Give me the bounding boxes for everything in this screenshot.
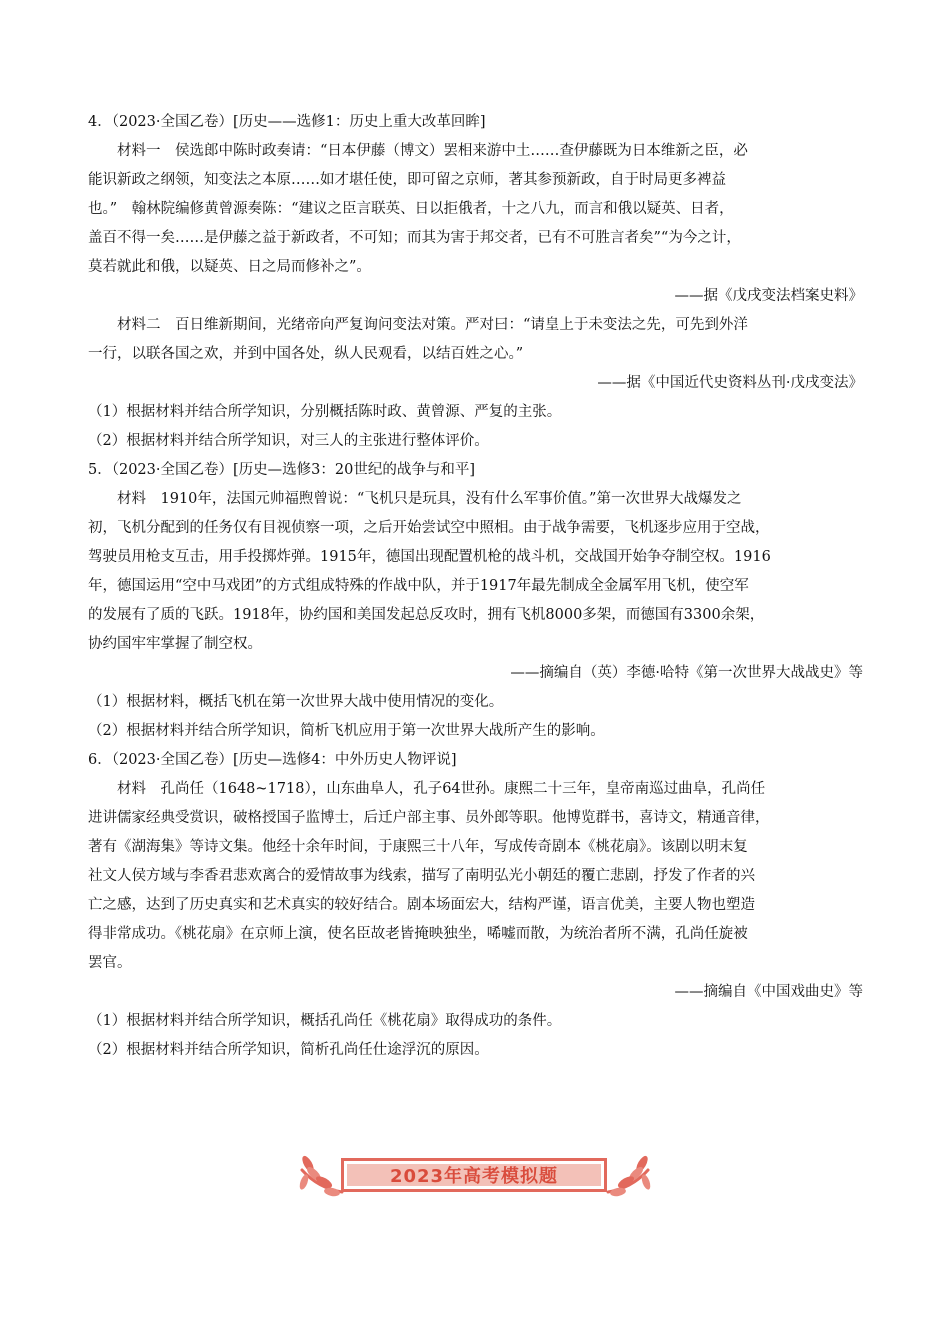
section-banner — [296, 1152, 654, 1200]
q6-material-line: 得非常成功。《桃花扇》在京师上演，使名臣故老皆掩映独坐，唏嘘而散，为统治者所不满，孔尚任旋被 — [88, 926, 748, 942]
q6-material-line: 社文人侯方域与李香君悲欢离合的爱情故事为线索，描写了南明弘光小朝廷的覆亡悲剧，抒发了作者的兴 — [88, 868, 755, 884]
q5-subquestion-2: （2）根据材料并结合所学知识，简析飞机应用于第一次世界大战所产生的影响。 — [88, 723, 605, 739]
q4-material1-line: 材料一 侯选郎中陈时政奏请：“日本伊藤（博文）罢相来游中土……查伊藤既为日本维新之臣，必 — [117, 143, 748, 159]
q4-material2-line: 一行，以联各国之欢，并到中国各处，纵人民观看，以结百姓之心。” — [88, 346, 524, 362]
q4-material1-line: 也。” 翰林院编修黄曾源奏陈：“建议之臣言联英、日以拒俄者，十之八九，而言和俄以疑英、日者， — [88, 201, 734, 217]
q5-material-line: 的发展有了质的飞跃。1918年，协约国和美国发起总反攻时，拥有飞机8000多架，而德国有3300余架， — [88, 607, 765, 623]
q5-material-line: 初，飞机分配到的任务仅有目视侦察一项，之后开始尝试空中照相。由于战争需要，飞机逐步应用于空战， — [88, 520, 770, 536]
q4-material1-source: ——据《戊戌变法档案史料》 — [674, 288, 863, 304]
right-laurel-icon — [604, 1152, 654, 1200]
q5-header: 5．（2023·全国乙卷）[历史—选修3：20世纪的战争与和平] — [88, 462, 475, 478]
q5-subquestion-1: （1）根据材料，概括飞机在第一次世界大战中使用情况的变化。 — [88, 694, 504, 710]
banner-frame — [341, 1158, 607, 1192]
left-laurel-icon — [296, 1152, 346, 1200]
q4-material1-line: 能识新政之纲领，知变法之本原……如才堪任使，即可留之京师，著其参预新政，自于时局更多裨益 — [88, 172, 726, 188]
q4-material1-line: 盖百不得一矣……是伊藤之益于新政者，不可知；而其为害于邦交者，已有不可胜言者矣”“为今之计， — [88, 230, 741, 246]
q5-source: ——摘编自（英）李德·哈特《第一次世界大战战史》等 — [510, 665, 863, 681]
q5-material-line: 协约国牢牢掌握了制空权。 — [88, 636, 262, 652]
q6-subquestion-2: （2）根据材料并结合所学知识，简析孔尚任仕途浮沉的原因。 — [88, 1042, 489, 1058]
q6-material-line: 进讲儒家经典受赏识，破格授国子监博士，后迁户部主事、员外郎等职。他博览群书，喜诗文，精通音律， — [88, 810, 770, 826]
q6-source: ——摘编自《中国戏曲史》等 — [674, 984, 863, 1000]
q4-header: 4．（2023·全国乙卷）[历史——选修1：历史上重大改革回眸] — [88, 114, 486, 130]
q5-material-line: 驾驶员用枪支互击，用手投掷炸弹。1915年，德国出现配置机枪的战斗机，交战国开始争夺制空权。1916 — [88, 549, 771, 565]
document-body — [88, 108, 863, 1065]
banner-title: 2023年高考模拟题 — [389, 1166, 559, 1187]
q4-material2-source: ——据《中国近代史资料丛刊·戊戌变法》 — [597, 375, 863, 391]
q4-material2-line: 材料二 百日维新期间，光绪帝向严复询问变法对策。严对曰：“请皇上于未变法之先，可先到外洋 — [117, 317, 748, 333]
q4-subquestion-2: （2）根据材料并结合所学知识，对三人的主张进行整体评价。 — [88, 433, 489, 449]
q6-header: 6．（2023·全国乙卷）[历史—选修4：中外历史人物评说] — [88, 752, 457, 768]
q6-material-line: 材料 孔尚任（1648~1718），山东曲阜人，孔子64世孙。康熙二十三年，皇帝南巡过曲阜，孔尚任 — [117, 781, 766, 797]
q5-material-line: 材料 1910年，法国元帅福煦曾说：“飞机只是玩具，没有什么军事价值。”第一次世界大战爆发之 — [117, 491, 742, 507]
q4-material1-line: 莫若就此和俄，以疑英、日之局而修补之”。 — [88, 259, 371, 275]
q6-material-line: 著有《湖海集》等诗文集。他经十余年时间，于康熙三十八年，写成传奇剧本《桃花扇》。该剧以明末复 — [88, 839, 748, 855]
q4-subquestion-1: （1）根据材料并结合所学知识，分别概括陈时政、黄曾源、严复的主张。 — [88, 404, 562, 420]
q6-material-line: 亡之感，达到了历史真实和艺术真实的较好结合。剧本场面宏大，结构严谨，语言优美，主要人物也塑造 — [88, 897, 755, 913]
q6-material-line: 罢官。 — [88, 955, 132, 971]
q5-material-line: 年，德国运用“空中马戏团”的方式组成特殊的作战中队，并于1917年最先制成全金属军用飞机，使空军 — [88, 578, 749, 594]
q6-subquestion-1: （1）根据材料并结合所学知识，概括孔尚任《桃花扇》取得成功的条件。 — [88, 1013, 562, 1029]
